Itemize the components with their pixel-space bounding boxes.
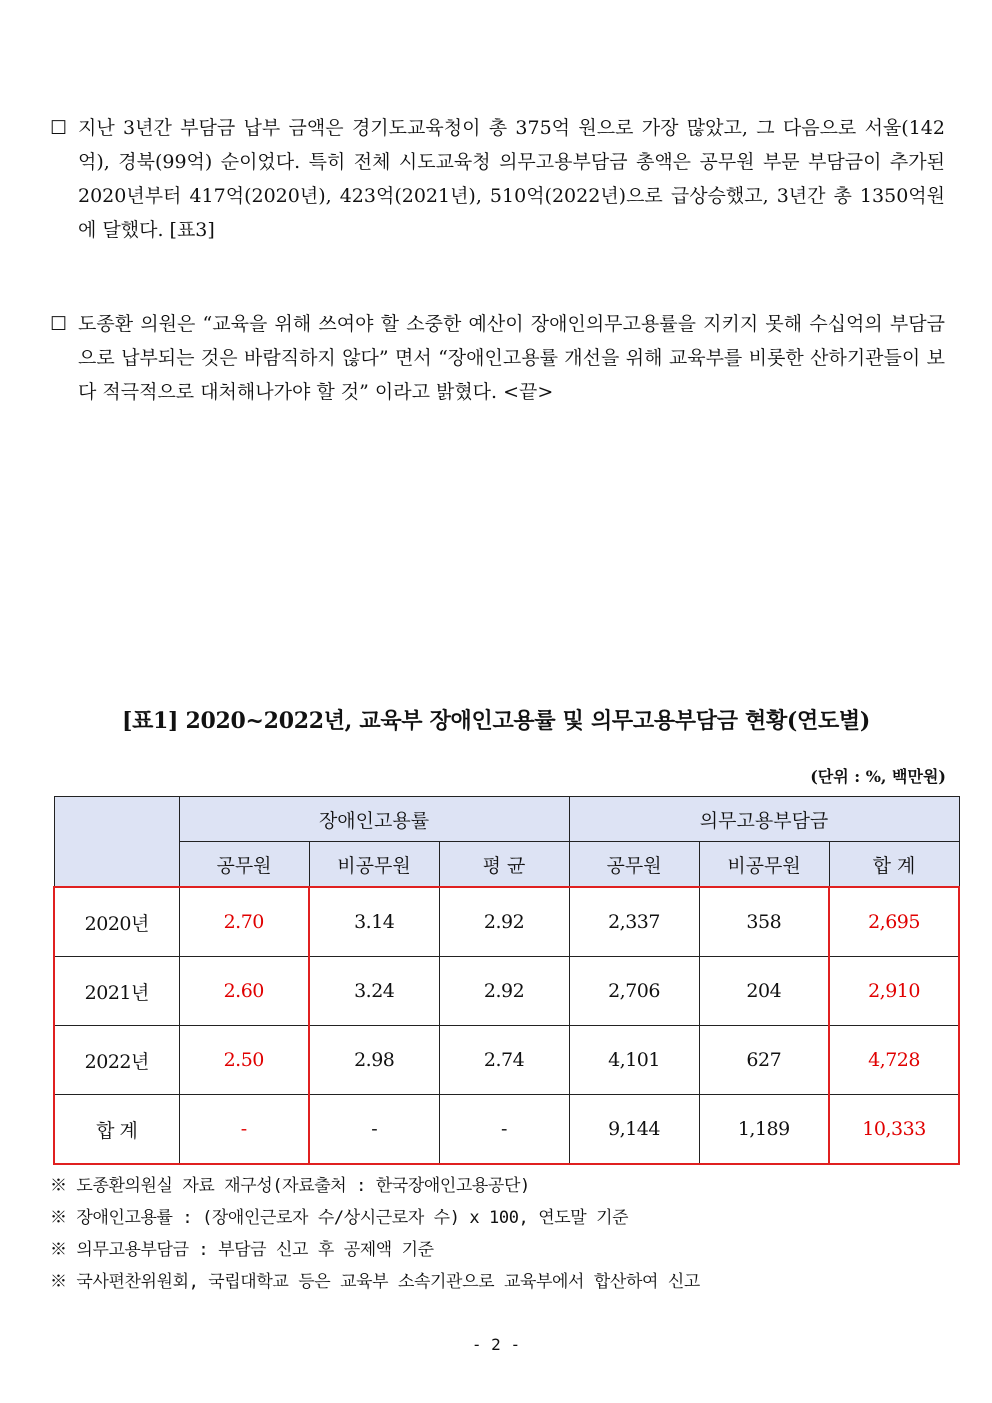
sub-header: 공무원 xyxy=(569,842,699,888)
footnote: ※ 장애인고용률 : (장애인근로자 수/상시근로자 수) x 100, 연도말 기준 xyxy=(50,1208,629,1228)
footnote: ※ 국사편찬위원회, 국립대학교 등은 교육부 소속기관으로 교육부에서 합산하여 신고 xyxy=(50,1272,700,1292)
table-cell: 2,910 xyxy=(829,957,959,1026)
table-cell: 204 xyxy=(699,957,829,1026)
table-row xyxy=(54,887,959,957)
table-cell: 2,337 xyxy=(569,887,699,957)
sub-header: 비공무원 xyxy=(309,842,439,888)
group-header-levy: 의무고용부담금 xyxy=(569,797,959,842)
table-cell: 2.60 xyxy=(179,957,309,1026)
checkbox-bullet-icon: ☐ xyxy=(50,313,68,335)
table-cell: 358 xyxy=(699,887,829,957)
table-cell: 10,333 xyxy=(829,1095,959,1165)
paragraph-2 xyxy=(50,307,945,409)
table-cell: 4,101 xyxy=(569,1026,699,1095)
row-label: 2022년 xyxy=(54,1026,179,1095)
table-cell: 2.50 xyxy=(179,1026,309,1095)
table-cell: 2,706 xyxy=(569,957,699,1026)
group-header-employment-rate: 장애인고용률 xyxy=(179,797,569,842)
employment-table xyxy=(53,796,960,1165)
table-cell: 3.14 xyxy=(309,887,439,957)
checkbox-bullet-icon: ☐ xyxy=(50,117,68,139)
table-cell: 4,728 xyxy=(829,1026,959,1095)
table-cell: 2.70 xyxy=(179,887,309,957)
footnote: ※ 의무고용부담금 : 부담금 신고 후 공제액 기준 xyxy=(50,1240,434,1260)
row-label: 2020년 xyxy=(54,887,179,957)
table-cell: 627 xyxy=(699,1026,829,1095)
page-number: - 2 - xyxy=(471,1335,521,1354)
table-cell: - xyxy=(179,1095,309,1165)
row-label: 합 계 xyxy=(54,1095,179,1165)
paragraph-text: 지난 3년간 부담금 납부 금액은 경기도교육청이 총 375억 원으로 가장 많았고, 그 다음으로 서울(142억), 경북(99억) 순이었다. 특히 전체 시도교육청 의무고용부담금 총액은 공무원 부문 부담금이 추가된 2020년부터 417억(2020년), 423억(2021년), 510억(2022년)으로 급상승했고, 3년간 총 1350억원에 달했다. [표3] xyxy=(78,117,945,241)
table-row xyxy=(54,1095,959,1165)
sub-header: 평 균 xyxy=(439,842,569,888)
paragraph-text: 도종환 의원은 “교육을 위해 쓰여야 할 소중한 예산이 장애인의무고용률을 지키지 못해 수십억의 부담금으로 납부되는 것은 바람직하지 않다” 면서 “장애인고용률 개선을 위해 교육부를 비롯한 산하기관들이 보다 적극적으로 대처해나가야 할 것” 이라고 밝혔다. <끝> xyxy=(78,313,945,403)
table-cell: 2.98 xyxy=(309,1026,439,1095)
footnotes xyxy=(50,1170,700,1298)
table-cell: 2.92 xyxy=(439,887,569,957)
table-cell: 2.92 xyxy=(439,957,569,1026)
table-cell: - xyxy=(439,1095,569,1165)
table-cell: 1,189 xyxy=(699,1095,829,1165)
sub-header: 비공무원 xyxy=(699,842,829,888)
sub-header: 합 계 xyxy=(829,842,959,888)
table-cell: 2.74 xyxy=(439,1026,569,1095)
table-cell: 2,695 xyxy=(829,887,959,957)
paragraph-1 xyxy=(50,111,945,247)
table-cell: 3.24 xyxy=(309,957,439,1026)
header-corner xyxy=(54,797,179,888)
table-row xyxy=(54,1026,959,1095)
table-unit: (단위 : %, 백만원) xyxy=(810,767,946,786)
table-cell: 9,144 xyxy=(569,1095,699,1165)
footnote: ※ 도종환의원실 자료 재구성(자료출처 : 한국장애인고용공단) xyxy=(50,1176,530,1196)
table-row xyxy=(54,957,959,1026)
sub-header: 공무원 xyxy=(179,842,309,888)
row-label: 2021년 xyxy=(54,957,179,1026)
table-cell: - xyxy=(309,1095,439,1165)
table-title: [표1] 2020~2022년, 교육부 장애인고용률 및 의무고용부담금 현황(연도별) xyxy=(121,708,870,734)
